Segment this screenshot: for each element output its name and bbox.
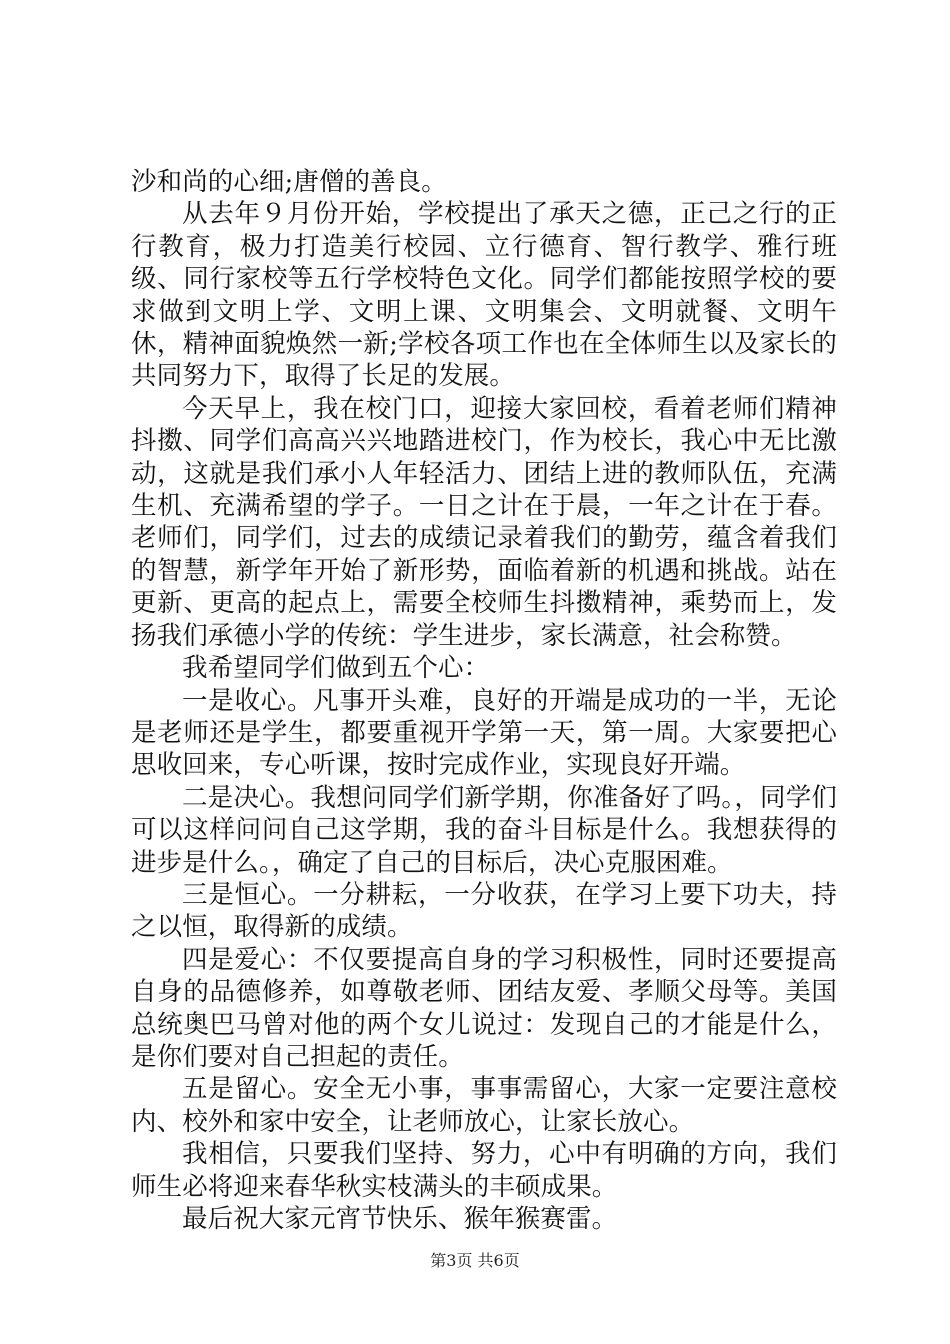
paragraph-6: 二是决心。我想问同学们新学期，你准备好了吗。，同学们可以这样问问自己这学期，我的奋斗目标是什么。我想获得的进步是什么。，确定了自己的目标后，决心克服困难。 bbox=[131, 782, 837, 878]
paragraph-8: 四是爱心：不仅要提高自身的学习积极性，同时还要提高自身的品德修养，如尊敬老师、团结友爱、孝顺父母等。美国总统奥巴马曾对他的两个女儿说过：发现自己的才能是什么，是你们要对自己担起的责任。 bbox=[131, 944, 837, 1072]
paragraph-4: 我希望同学们做到五个心： bbox=[182, 653, 490, 684]
paragraph-1: 沙和尚的心细;唐僧的善良。 bbox=[131, 167, 447, 197]
paragraph-2: 从去年９月份开始，学校提出了承天之德，正己之行的正行教育，极力打造美行校园、立行德育、智行教学、雅行班级、同行家校等五行学校特色文化。同学们都能按照学校的要求做到文明上学、文明上课、文明集会、文明就餐、文明午休，精神面貌焕然一新;学校各项工作也在全体师生以及家长的共同努力下，取得了长足的发展。 bbox=[131, 199, 837, 392]
paragraph-5: 一是收心。凡事开头难，良好的开端是成功的一半，无论是老师还是学生，都要重视开学第一天，第一周。大家要把心思收回来，专心听课，按时完成作业，实现良好开端。 bbox=[131, 685, 837, 781]
paragraph-10: 我相信，只要我们坚持、努力，心中有明确的方向，我们师生必将迎来春华秋实枝满头的丰硕成果。 bbox=[131, 1139, 837, 1202]
page-number-footer: 第3页 共6页 bbox=[430, 1251, 520, 1270]
paragraph-11: 最后祝大家元宵节快乐、猴年猴赛雷。 bbox=[182, 1204, 618, 1234]
document-body bbox=[131, 166, 837, 1235]
paragraph-9: 五是留心。安全无小事，事事需留心，大家一定要注意校内、校外和家中安全，让老师放心，让家长放心。 bbox=[131, 1074, 837, 1137]
paragraph-7: 三是恒心。一分耕耘，一分收获，在学习上要下功夫，持之以恒，取得新的成绩。 bbox=[131, 879, 837, 943]
paragraph-3: 今天早上，我在校门口，迎接大家回校，看着老师们精神抖擞、同学们高高兴兴地踏进校门，作为校长，我心中无比激动，这就是我们承小人年轻活力、团结上进的教师队伍，充满生机、充满希望的学子。一日之计在于晨，一年之计在于春。老师们，同学们，过去的成绩记录着我们的勤劳，蕴含着我们的智慧，新学年开始了新形势，面临着新的机遇和挑战。站在更新、更高的起点上，需要全校师生抖擞精神，乘势而上，发扬我们承德小学的传统：学生进步，家长满意，社会称赞。 bbox=[131, 393, 837, 651]
